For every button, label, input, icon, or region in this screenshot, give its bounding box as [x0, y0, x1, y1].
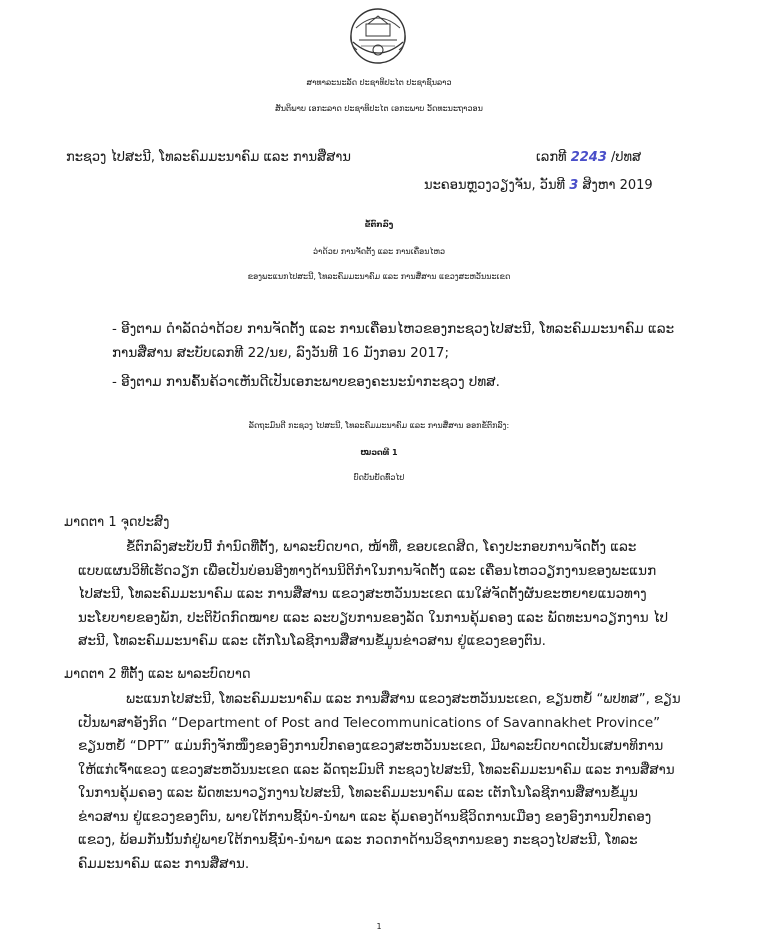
reference-2 [112, 371, 686, 395]
article-line: ແບບແຜນວິທີເຮັດວຽກ ເພື່ອເປັນບ່ອນອີງທາງດ້ານນິຕິກຳໃນການຈັດຕັ້ງ ແລະ ເຄື່ອນໄຫວວຽກງານຂອງພະແນກ [78, 562, 657, 579]
number-prefix: ເລກທີ [536, 150, 567, 165]
article-1-heading: ມາດຕາ 1 ຈຸດປະສົງ [64, 515, 170, 530]
reference-line: - ອີງຕາມ ການຄົ້ນຄ້ວາເຫັນດີເປັນເອກະພາບຂອງຄະນະນຳກະຊວງ ປທສ. [112, 374, 500, 390]
article-line: ຂ່າວສານ ຢູ່ແຂວງຂອງຕົນ, ພາຍໃຕ້ການຊີ້ນຳ-ນຳພາ ແລະ ຄຸ້ມຄອງດ້ານຊີວິດການເມືອງ ຂອງອົງການປົກຄອງ [78, 808, 652, 825]
decree-line: ລັດຖະມົນຕີ ກະຊວງ ໄປສະນີ, ໂທລະຄົມມະນາຄົມ ແລະ ການສື່ສານ ອອກຂໍ້ຕົກລົງ: [248, 421, 510, 430]
date-month-year: ສິງຫາ 2019 [582, 178, 653, 193]
issuer: ກະຊວງ ໄປສະນີ, ໂທລະຄົມມະນາຄົມ ແລະ ການສື່ສານ [66, 150, 351, 165]
article-line: ນະໂຍບາຍຂອງພັກ, ປະຕິບັດກົດໝາຍ ແລະ ລະບຽບການຂອງລັດ ໃນການຄຸ້ມຄອງ ແລະ ພັດທະນາວຽກງານ ໄປ [78, 609, 669, 626]
article-line: ໃຫ້ແກ່ເຈົ້າແຂວງ ແຂວງສະຫວັນນະເຂດ ແລະ ລັດຖະມົນຕີ ກະຊວງໄປສະນີ, ໂທລະຄົມມະນາຄົມ ແລະ ການສື່ສານ [78, 762, 675, 778]
lao-emblem-icon [339, 6, 417, 64]
chapter-name: ບົດບັນຍັດທົ່ວໄປ [353, 473, 405, 482]
article-line: ພະແນກໄປສະນີ, ໂທລະຄົມມະນາຄົມ ແລະ ການສື່ສານ ແຂວງສະຫວັນນະເຂດ, ຂຽນຫຍໍ້ “ພປທສ”, ຂຽນ [126, 692, 681, 707]
reference-line: - ອີງຕາມ ດຳລັດວ່າດ້ວຍ ການຈັດຕັ້ງ ແລະ ການເຄື່ອນໄຫວຂອງກະຊວງໄປສະນີ, ໂທລະຄົມມະນາຄົມ ແລະ [112, 321, 675, 337]
republic-line: ສາທາລະນະລັດ ປະຊາທິປະໄຕ ປະຊາຊົນລາວ [306, 78, 452, 87]
reference-1 [112, 318, 686, 365]
reference-line: ການສື່ສານ ສະບັບເລກທີ 22/ນຍ, ລົງວັນທີ 16 ມັງກອນ 2017; [112, 344, 450, 361]
document-title: ຂໍ້ຕົກລົງ [364, 220, 394, 229]
article-line: ເປັນພາສາອັງກິດ “Department of Post and Telecommunications of Savannakhet Province” [78, 714, 661, 731]
title-subject: ວ່າດ້ວຍ ການຈັດຕັ້ງ ແລະ ການເຄື່ອນໄຫວ [312, 247, 446, 256]
article-line: ຂຽນຫຍໍ້ “DPT” ແມ່ນກົງຈັກໜຶ່ງຂອງອົງການປົກຄອງແຂວງສະຫວັນນະເຂດ, ມີພາລະບົດບາດເປັນເສນາທິການ [78, 738, 664, 754]
article-2-body [78, 688, 684, 876]
place-date [424, 178, 653, 193]
article-2-heading: ມາດຕາ 2 ທີ່ຕັ້ງ ແລະ ພາລະບົດບາດ [64, 667, 251, 682]
number-value: 2243 [570, 150, 607, 165]
article-line: ແຂວງ, ພ້ອມກັນນັ້ນກໍ່ຢູ່ພາຍໃຕ້ການຊີ້ນຳ-ນຳພາ ແລະ ກວດກາດ້ານວິຊາການຂອງ ກະຊວງໄປສະນີ, ໂທລະ [78, 832, 638, 848]
chapter-number: ໝວດທີ 1 [360, 448, 398, 457]
article-line: ສະນີ, ໂທລະຄົມມະນາຄົມ ແລະ ເຕັກໂນໂລຊີການສື່ສານຂໍ້ມູນຂ່າວສານ ຢູ່ແຂວງຂອງຕົນ. [78, 633, 546, 649]
article-line: ໃນການຄຸ້ມຄອງ ແລະ ພັດທະນາວຽກງານໄປສະນີ, ໂທລະຄົມມະນາຄົມ ແລະ ເຕັກໂນໂລຊີການສື່ສານຂໍ້ມູນ [78, 785, 638, 801]
motto-line: ສັນຕິພາບ ເອກະລາດ ປະຊາທິປະໄຕ ເອກະພາບ ວັດທະນະຖາວອນ [275, 104, 483, 113]
article-line: ຄົມມະນາຄົມ ແລະ ການສື່ສານ. [78, 855, 250, 872]
article-line: ຂໍ້ຕົກລົງສະບັບນີ້ ກຳນົດທີ່ຕັ້ງ, ພາລະບົດບາດ, ໜ້າທີ່, ຂອບເຂດສິດ, ໂຄງປະກອບການຈັດຕັ້ງ ແລະ [126, 539, 637, 555]
date-day: 3 [569, 178, 579, 193]
number-suffix: /ປທສ [611, 150, 642, 165]
article-1-body [78, 536, 684, 654]
article-line: ໄປສະນີ, ໂທລະຄົມມະນາຄົມ ແລະ ການສື່ສານ ແຂວງສະຫວັນນະເຂດ ແນໃສ່ຈັດຕັ້ງຜັນຂະຫຍາຍແນວທາງ [78, 586, 647, 602]
document-number [536, 150, 641, 165]
title-department: ຂອງພະແນກໄປສະນີ, ໂທລະຄົມມະນາຄົມ ແລະ ການສື່ສານ ແຂວງສະຫວັນນະເຂດ [247, 272, 511, 281]
date-prefix: ນະຄອນຫຼວງວຽງຈັນ, ວັນທີ [424, 178, 566, 193]
page-number: 1 [376, 922, 382, 931]
